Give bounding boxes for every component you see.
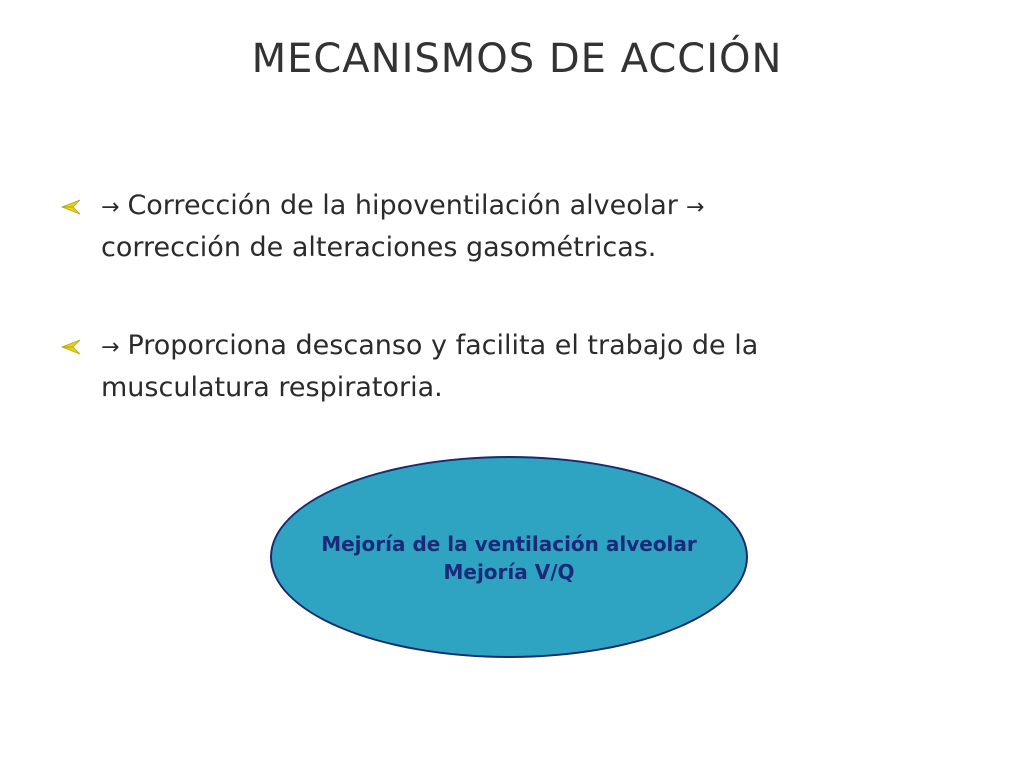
right-arrow-icon: → <box>685 195 705 220</box>
oval-line: Mejoría de la ventilación alveolar <box>321 532 697 556</box>
bullet-list <box>60 186 960 408</box>
arrowhead-bullet-icon <box>60 198 82 216</box>
bullet-item <box>60 186 960 268</box>
slide-title: MECANISMOS DE ACCIÓN <box>251 36 783 82</box>
bullet-text-2 <box>101 326 960 408</box>
right-arrow-icon: → <box>101 195 120 220</box>
oval-text <box>272 530 746 586</box>
bullet-line: musculatura respiratoria. <box>101 372 443 403</box>
oval-line: Mejoría V/Q <box>443 560 575 584</box>
bullet-item <box>60 326 960 408</box>
arrowhead-bullet-icon <box>60 338 82 356</box>
bullet-text-1 <box>101 186 960 268</box>
right-arrow-icon: → <box>101 335 120 360</box>
bullet-line: Corrección de la hipoventilación alveolar <box>127 190 678 221</box>
bullet-line: corrección de alteraciones gasométricas. <box>101 232 657 263</box>
highlight-oval <box>270 456 748 658</box>
bullet-line: Proporciona descanso y facilita el trabajo de la <box>127 330 759 361</box>
